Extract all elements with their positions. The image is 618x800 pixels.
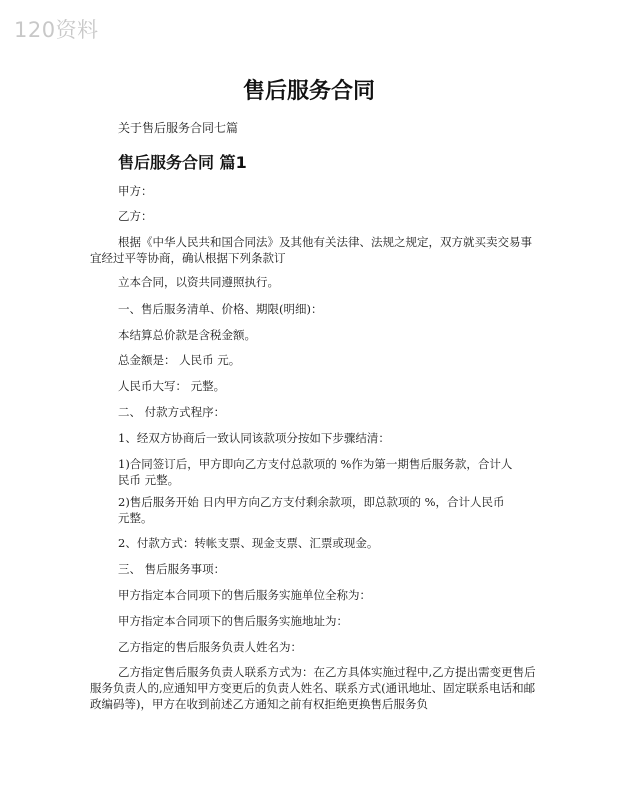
paragraph-second-payment: 2)售后服务开始 日内甲方向乙方支付剩余款项，即总款项的 %，合计人民币 元整。 [118,495,505,525]
paragraph-service-address: 甲方指定本合同项下的售后服务实施地址为： [118,614,348,628]
section-heading: 售后服务合同 篇1 [118,153,247,172]
paragraph-service-contact: 乙方指定的售后服务负责人姓名为： [118,640,302,654]
paragraph-execution: 立本合同，以资共同遵照执行。 [118,275,279,289]
paragraph-clause-2: 二、 付款方式程序： [118,405,226,419]
paragraph-party-b: 乙方： [118,209,153,223]
document-subtitle: 关于售后服务合同七篇 [118,121,239,135]
paragraph-payment-method: 2、付款方式：转帐支票、现金支票、汇票或现金。 [118,536,379,550]
paragraph-legal-basis: 根据《中华人民共和国合同法》及其他有关法律、法规之规定，双方就买卖交易事宜经过平等协商，确认根据下列条款订 [90,235,532,265]
paragraph-settlement: 1、经双方协商后一致认同该款项分按如下步骤结清： [118,431,390,445]
paragraph-service-unit: 甲方指定本合同项下的售后服务实施单位全称为： [118,588,371,602]
paragraph-total-amount: 总金额是： 人民币 元。 [118,353,241,367]
document-title: 售后服务合同 [242,79,375,104]
paragraph-amount-words: 人民币大写： 元整。 [118,379,226,393]
paragraph-party-a: 甲方： [118,184,153,198]
paragraph-clause-3: 三、 售后服务事项： [118,562,226,576]
watermark: 120资料 [14,18,99,42]
paragraph-tax-note: 本结算总价款是含税金额。 [118,328,256,342]
paragraph-contact-change: 乙方指定售后服务负责人联系方式为：在乙方具体实施过程中,乙方提出需变更售后服务负责人的,应通知甲方变更后的负责人姓名、联系方式(通讯地址、固定联系电话和邮政编码等)，甲方在收到前述乙方通知之前有权拒绝更换售后服务负 [90,665,536,711]
paragraph-clause-1: 一、售后服务清单、价格、期限(明细)： [118,302,323,316]
paragraph-first-payment: 1)合同签订后，甲方即向乙方支付总款项的 %作为第一期售后服务款，合计人民币 元整。 [118,457,513,487]
